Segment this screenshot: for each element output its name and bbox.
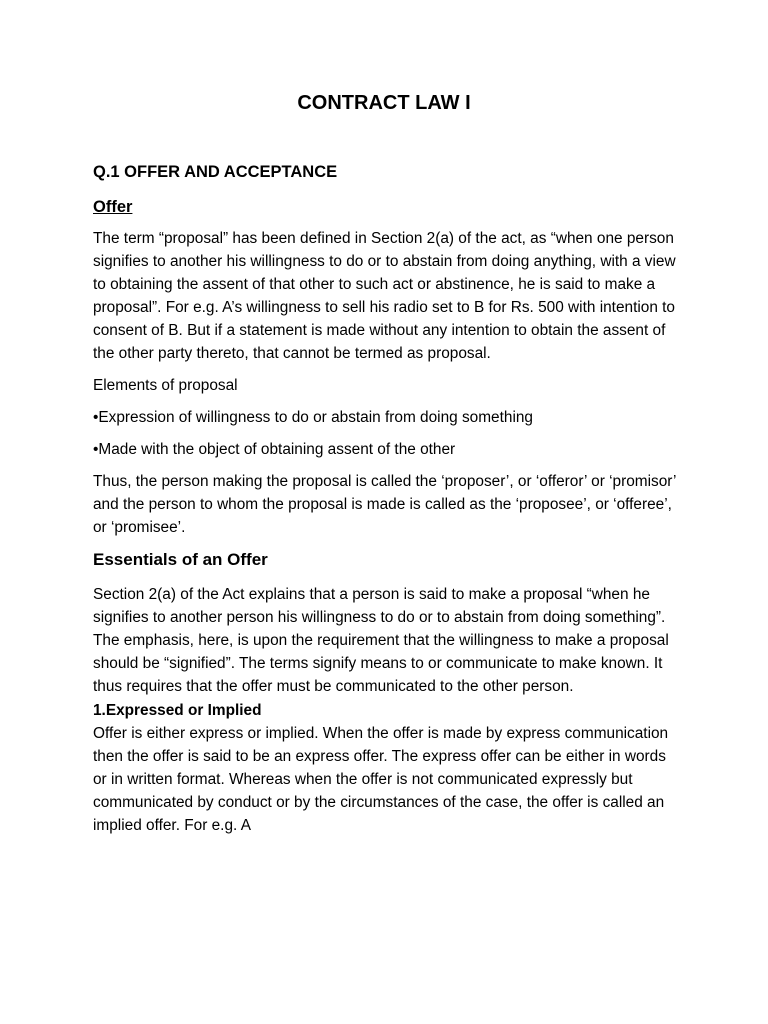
- expressed-heading: 1.Expressed or Implied: [93, 702, 262, 719]
- essentials-paragraph: Section 2(a) of the Act explains that a person is said to make a proposal “when he signifies to another person his willingness to do or to abstain from doing something”. The emphasis, here, is upon the requirement that the willingness to make a proposal should be “signified”. The terms signify means to or communicate to make known. It thus requires that the offer must be communicated to the other person.: [93, 586, 669, 695]
- offer-heading: Offer: [93, 198, 133, 216]
- essentials-heading: Essentials of an Offer: [93, 550, 268, 569]
- question-heading: Q.1 OFFER AND ACCEPTANCE: [93, 163, 338, 181]
- document-body: [93, 160, 678, 837]
- elements-label: Elements of proposal: [93, 377, 238, 394]
- expressed-paragraph: Offer is either express or implied. When the offer is made by express communication then the offer is said to be an express offer. The express offer can be either in words or in written format. Whereas when the offer is not communicated expressly but communicated by conduct or by the circumstances of the case, the offer is called an implied offer. For e.g. A: [93, 725, 669, 834]
- bullet-item: •Expression of willingness to do or abstain from doing something: [93, 409, 533, 426]
- document-title: CONTRACT LAW I: [297, 92, 471, 114]
- bullet-item: •Made with the object of obtaining assent of the other: [93, 441, 456, 458]
- offer-paragraph: The term “proposal” has been defined in Section 2(a) of the act, as “when one person signifies to another his willingness to do or to abstain from doing anything, with a view to obtaining the assent of that other to such act or abstinence, he is said to make a proposal”. For e.g. A’s willingness to sell his radio set to B for Rs. 500 with intention to consent of B. But if a statement is made without any intention to obtain the assent of the other party thereto, that cannot be termed as proposal.: [93, 230, 676, 362]
- proposer-paragraph: Thus, the person making the proposal is called the ‘proposer’, or ‘offeror’ or ‘promisor’ and the person to whom the proposal is made is called as the ‘proposee’, or ‘offeree’, or ‘promisee’.: [93, 473, 676, 536]
